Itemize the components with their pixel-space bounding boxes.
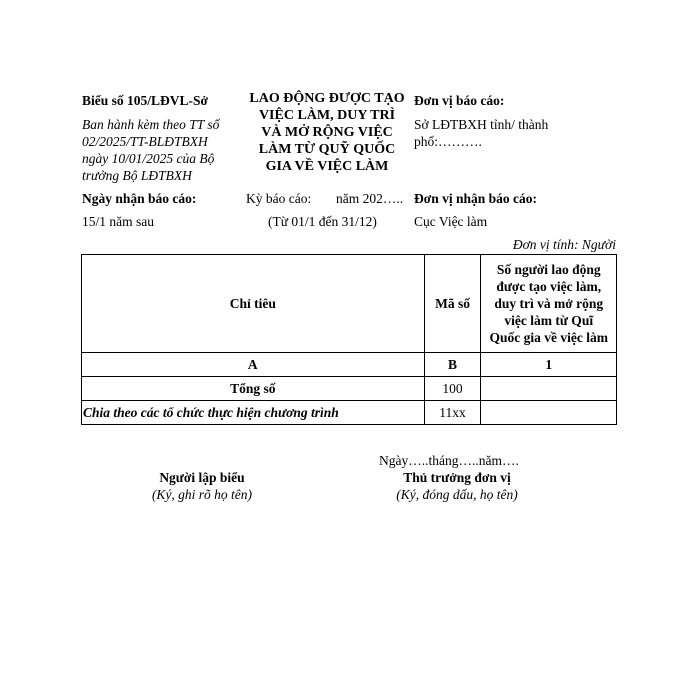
row-indicator: Chia theo các tổ chức thực hiện chương trình xyxy=(82,401,425,425)
table-row xyxy=(82,377,617,401)
col-header-value-line: duy trì và mở rộng xyxy=(494,296,604,311)
col-key-value: 1 xyxy=(481,353,617,377)
title-line: LÀM TỪ QUỸ QUỐC xyxy=(258,142,396,157)
row-value[interactable] xyxy=(481,401,617,425)
col-header-value-line: việc làm từ Quĩ xyxy=(504,313,594,328)
issued-note xyxy=(82,116,219,184)
title-line: VIỆC LÀM, DUY TRÌ xyxy=(258,108,396,123)
issued-line: ngày 10/01/2025 của Bộ xyxy=(82,151,215,166)
period-label: Kỳ báo cáo: xyxy=(246,191,312,206)
row-code: 100 xyxy=(424,377,481,401)
head-title: Thủ trưởng đơn vị xyxy=(403,470,511,485)
col-header-value xyxy=(481,255,617,353)
issued-line: Ban hành kèm theo TT số xyxy=(82,117,220,132)
col-header-value-line: được tạo việc làm, xyxy=(496,279,602,294)
row-value[interactable] xyxy=(481,377,617,401)
period-year: năm 202….. xyxy=(336,191,404,206)
head-note: (Ký, đóng dấu, họ tên) xyxy=(396,487,518,502)
reporting-unit-value xyxy=(414,116,548,150)
head-signature xyxy=(376,469,538,503)
receive-date-label: Ngày nhận báo cáo: xyxy=(82,191,197,206)
report-table xyxy=(81,254,617,425)
report-title xyxy=(238,90,416,175)
preparer-title: Người lập biểu xyxy=(159,470,245,485)
row-indicator: Tổng số xyxy=(82,377,425,401)
unit-note: Đơn vị tính: Người xyxy=(512,237,616,252)
row-code: 11xx xyxy=(424,401,481,425)
receive-date-value: 15/1 năm sau xyxy=(82,214,154,229)
title-line: VÀ MỞ RỘNG VIỆC xyxy=(261,125,393,140)
col-key-indicator: A xyxy=(82,353,425,377)
col-header-value-line: Số người lao động xyxy=(496,262,601,277)
issued-line: trưởng Bộ LĐTBXH xyxy=(82,168,192,183)
issued-line: 02/2025/TT-BLĐTBXH xyxy=(82,134,208,149)
title-line: LAO ĐỘNG ĐƯỢC TẠO xyxy=(249,91,405,106)
reporting-unit-line: phố:………. xyxy=(414,134,482,149)
preparer-signature xyxy=(122,469,282,503)
table-key-row xyxy=(82,353,617,377)
col-header-indicator: Chỉ tiêu xyxy=(82,255,425,353)
table-header-row xyxy=(82,255,617,353)
receiving-unit-value: Cục Việc làm xyxy=(414,214,488,229)
title-line: GIA VỀ VIỆC LÀM xyxy=(265,159,389,174)
receiving-unit-label: Đơn vị nhận báo cáo: xyxy=(414,191,538,206)
col-header-code: Mã số xyxy=(424,255,481,353)
form-number: Biểu số 105/LĐVL-Sở xyxy=(82,93,208,108)
preparer-note: (Ký, ghi rõ họ tên) xyxy=(151,487,253,502)
reporting-unit-label: Đơn vị báo cáo: xyxy=(414,93,505,108)
period-range: (Từ 01/1 đến 31/12) xyxy=(268,214,377,229)
reporting-unit-line: Sở LĐTBXH tỉnh/ thành xyxy=(414,117,549,132)
col-key-code: B xyxy=(424,353,481,377)
table-row xyxy=(82,401,617,425)
col-header-value-line: Quốc gia về việc làm xyxy=(489,330,608,345)
date-line: Ngày…..tháng…..năm…. xyxy=(379,453,519,468)
